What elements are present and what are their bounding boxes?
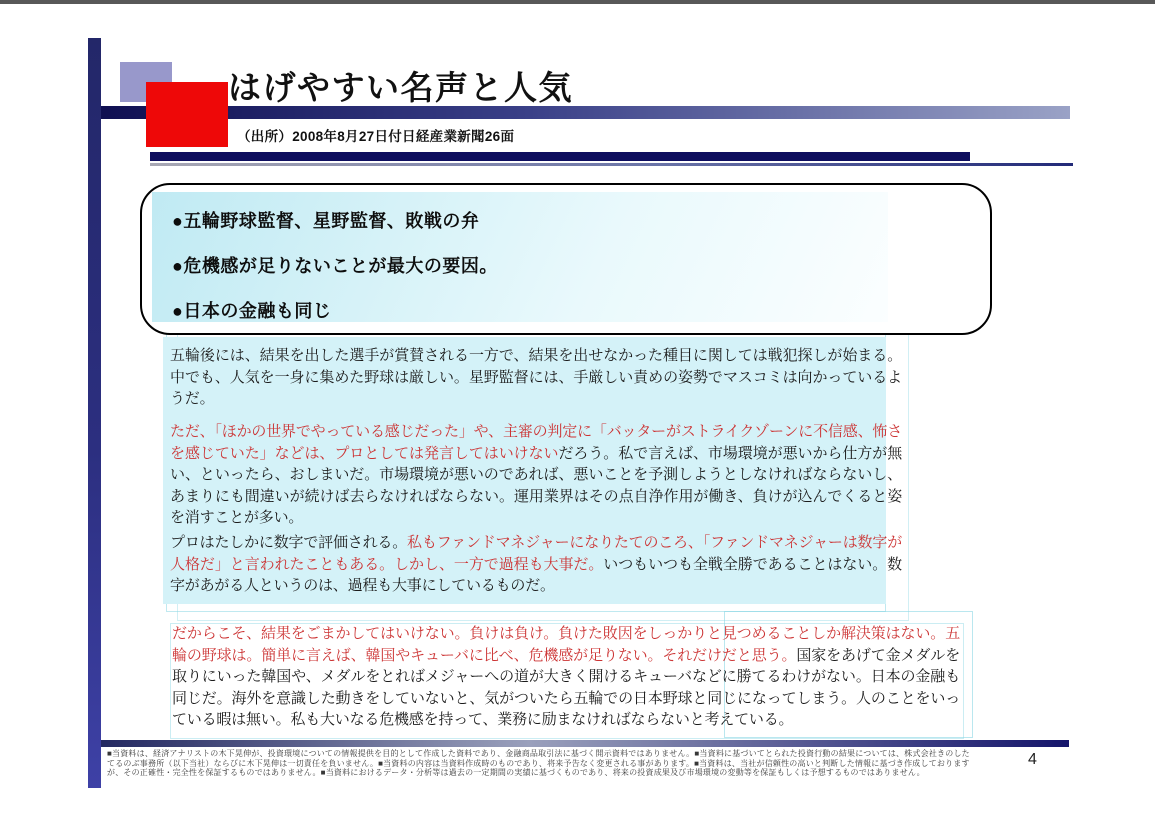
- page-number: 4: [1028, 751, 1037, 768]
- paragraph-text: 五輪後には、結果を出した選手が賞賛される一方で、結果を出せなかった種目に関しては戦犯探しが始まる。中でも、人気を一身に集めた野球は厳しい。星野監督には、手厳しい責めの姿勢でマスコミは向かっているようだ。: [170, 347, 902, 407]
- disclaimer-line: が、その正確性・完全性を保証するものではありません。■当資料におけるデータ・分析等は過去の一定期間の実績に基づくものであり、将来の投資成果及び市場環境の変動等を保証もしくは予想するものではありません。: [107, 768, 925, 778]
- disclaimer-line: てるのぶ事務所（以下当社）ならびに木下晃伸は一切責任を負いません。■当資料の内容は当資料作成時のものであり、将来予告なく変更される事があります。■当資料は、当社が信頼性の高いと判断した情報に基づき作成しております: [107, 758, 970, 768]
- paragraph-text: いつもいつも全戦全勝であることはない。数字があがる人というのは、過程も大事にしているものだ。: [170, 555, 902, 594]
- disclaimer-footer: [107, 749, 997, 778]
- paragraph-text-red: ただ、「ほかの世界でやっている感じだった」や、主審の判定に「バッターがストライクゾーンに不信感、怖さを感じていた」などは、プロとしては発言してはいけない: [170, 423, 902, 462]
- paragraph-text-red: だからこそ、結果をごまかしてはいけない。負けは負け。負けた敗因をしっかりと見つめることしか解決策はない。五輪の野球は。簡単に言えば、韓国やキューバに比べ、危機感が足りない。それだけだと思う。: [172, 625, 960, 664]
- key-points-list: [172, 199, 498, 334]
- paragraph-4: [172, 623, 960, 731]
- red-square-decoration: [146, 82, 228, 147]
- window-top-edge: [0, 0, 1155, 4]
- key-point-item: ●日本の金融も同じ: [172, 301, 332, 321]
- key-point-item: ●危機感が足りないことが最大の要因。: [172, 256, 498, 276]
- header-divider-bar: [150, 152, 970, 161]
- disclaimer-line: ■当資料は、経済アナリストの木下晃伸が、投資環境についての情報提供を目的として作成した資料であり、金融商品取引法に基づく開示資料ではありません。■当資料に基づいてとられた投資行動の結果については、株式会社きのした: [107, 749, 970, 758]
- left-accent-bar: [88, 38, 101, 788]
- key-point-item: ●五輪野球監督、星野監督、敗戦の弁: [172, 211, 480, 231]
- paragraph-2: [170, 421, 902, 529]
- paragraph-text: だろう。私で言えば、市場環境が悪いから仕方が無い、といったら、おしまいだ。市場環境が悪いのであれば、悪いことを予測しようとしなければならないし、あまりにも間違いが続けば去らなければならない。運用業界はその点自浄作用が働き、負けが込んでくると姿を消すことが多い。: [170, 444, 902, 526]
- paragraph-text: 国家をあげて金メダルを取りにいった韓国や、メダルをとればメジャーへの道が大きく開けるキューバなどに勝てるわけがない。日本の金融も同じだ。海外を意識した動きをしていないと、気がついたら五輪での日本野球と同じになってしまう。人のことをいっている暇は無い。私も大いなる危機感を持って、業務に励まなければならないと考えている。: [172, 646, 960, 728]
- paragraph-text-red: 私もファンドマネジャーになりたてのころ、「ファンドマネジャーは数字が人格だ」と言われたこともある。しかし、一方で過程も大事だ。: [170, 534, 902, 573]
- paragraph-text: プロはたしかに数字で評価される。: [170, 534, 408, 551]
- page-title: はげやすい名声と人気: [228, 69, 573, 106]
- paragraph-3: [170, 532, 902, 597]
- header-divider-thin-line: [150, 163, 1073, 166]
- source-citation: （出所）2008年8月27日付日経産業新聞26面: [237, 129, 515, 144]
- footer-divider-bar: [88, 740, 1069, 747]
- paragraph-1: [170, 345, 902, 410]
